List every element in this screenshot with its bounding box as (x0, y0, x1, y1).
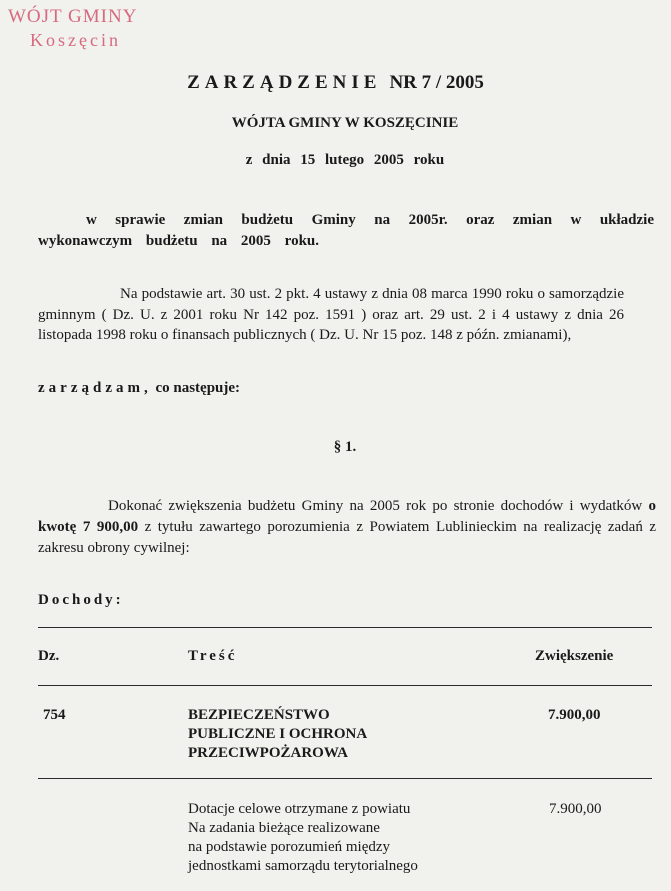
body-paragraph (38, 496, 656, 559)
date-line: z dnia 15 lutego 2005 roku (245, 152, 445, 168)
table-rule-header (38, 685, 652, 686)
title-number: NR 7 / 2005 (389, 72, 484, 93)
stamp-line-1: WÓJT GMINY (8, 6, 138, 27)
paragraph-mark: § 1. (333, 439, 357, 455)
document-title (0, 72, 671, 94)
row-1-amount: 7.900,00 (548, 707, 601, 723)
issuer-line: WÓJTA GMINY W KOSZĘCINIE (231, 115, 459, 131)
income-heading: Dochody: (38, 592, 124, 608)
decree-word: zarządzam, (38, 380, 152, 396)
header-zwiekszenie: Zwiększenie (535, 648, 614, 664)
header-tresc: Treść (188, 648, 238, 664)
body-text-before: Dokonać zwiększenia budżetu Gminy na 2005 rok po stronie dochodów i wydatków (108, 498, 643, 514)
subject-paragraph: w sprawie zmian budżetu Gminy na 2005r. oraz zmian w układzie wykonawczym budżetu na 2005 roku. (38, 212, 654, 249)
row-1-tresc: BEZPIECZEŃSTWO PUBLICZNE I OCHRONA PRZECIWPOŻAROWA (188, 707, 367, 761)
header-dz: Dz. (38, 648, 60, 664)
decree-line (38, 380, 240, 397)
row-2-amount: 7.900,00 (549, 801, 602, 817)
row-1-dz: 754 (43, 707, 66, 723)
decree-rest: co następuje: (155, 380, 241, 396)
official-stamp (8, 6, 158, 52)
body-amount: o kwotę 7 900,00 (38, 498, 657, 535)
table-rule-top (38, 627, 652, 628)
row-2-tresc: Dotacje celowe otrzymane z powiatu Na zadania bieżące realizowane na podstawie porozumień między jednostkami samorządu terytorialnego (188, 801, 418, 874)
legal-basis-paragraph: Na podstawie art. 30 ust. 2 pkt. 4 ustawy z dnia 08 marca 1990 roku o samorządzie gminnym ( Dz. U. z 2001 roku Nr 142 poz. 1591 ) oraz art. 29 ust. 2 i 4 ustawy z dnia 26 listopada 1998 roku o finansach publicznych ( Dz. U. Nr 15 poz. 148 z późn. zmianami), (38, 286, 624, 343)
table-rule-row (38, 778, 652, 779)
stamp-line-2: Koszęcin (30, 30, 121, 50)
title-word: ZARZĄDZENIE (187, 72, 382, 93)
body-text-after: z tytułu zawartego porozumienia z Powiatem Lublinieckim na realizację zadań z zakresu obrony cywilnej: (38, 519, 656, 556)
